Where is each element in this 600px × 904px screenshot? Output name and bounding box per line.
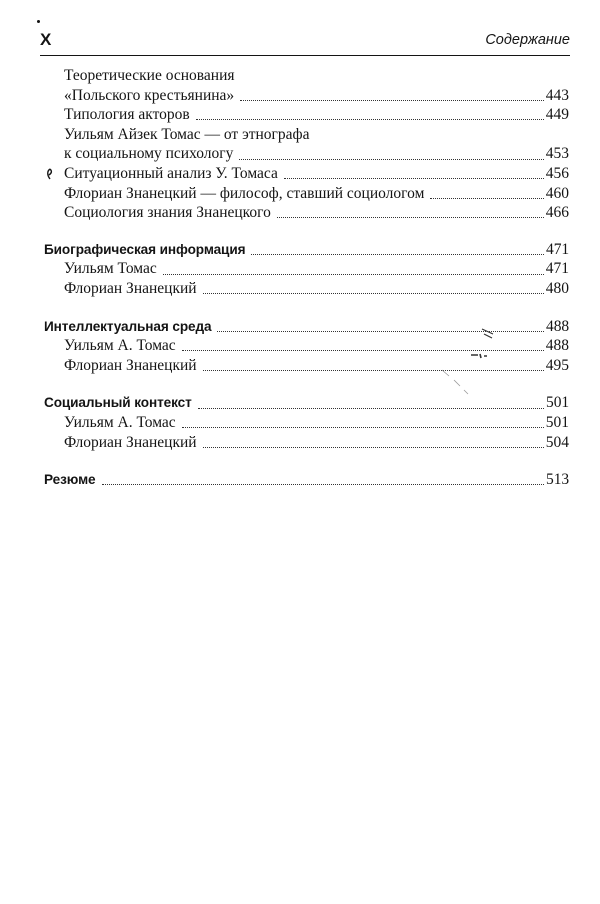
dot-leader	[163, 274, 544, 275]
dot-leader	[430, 198, 543, 199]
toc-page-number: 456	[545, 164, 569, 182]
toc-section-heading	[44, 470, 569, 490]
header-rule	[40, 55, 570, 56]
dot-leader	[102, 484, 545, 485]
toc-entry	[44, 184, 569, 204]
scan-speck	[37, 20, 40, 23]
toc-section-title: Резюме	[44, 472, 96, 488]
toc-entry	[44, 144, 569, 164]
toc-entry	[44, 433, 569, 453]
toc-entry	[44, 86, 569, 106]
toc-page-number: 480	[545, 279, 569, 297]
toc-page-number: 488	[545, 337, 569, 355]
toc-entry-title: Уильям А. Томас	[64, 413, 176, 431]
toc-entry-title: Уильям А. Томас	[64, 337, 176, 355]
dot-leader	[182, 427, 544, 428]
toc-entry	[44, 203, 569, 223]
toc-page-number: 443	[545, 86, 569, 104]
toc-page-number: 513	[546, 471, 569, 489]
toc-section-heading	[44, 393, 569, 413]
toc-page-number: 504	[545, 433, 569, 451]
toc-entry-line	[44, 125, 569, 145]
scan-smudge-icon	[440, 368, 470, 396]
pen-mark-icon	[46, 168, 54, 180]
dot-leader	[203, 370, 544, 371]
toc-section-title: Биографическая информация	[44, 241, 246, 257]
toc-page-number: 495	[545, 356, 569, 374]
toc-entry-title: Социология знания Знанецкого	[64, 204, 271, 222]
toc-section-heading	[44, 240, 569, 260]
dot-leader	[239, 159, 543, 160]
running-head	[40, 30, 570, 56]
toc-entry-title: Флориан Знанецкий — философ, ставший социологом	[64, 184, 425, 202]
toc-section-title: Интеллектуальная среда	[44, 318, 212, 334]
toc-entry-title: Типология акторов	[64, 106, 190, 124]
dot-leader	[196, 119, 544, 120]
toc-entry-title: Теоретические основания	[64, 67, 235, 84]
toc-page-number: 466	[545, 204, 569, 222]
toc-page-number: 471	[546, 240, 569, 258]
toc-page-number: 449	[545, 106, 569, 124]
toc-entry	[44, 164, 569, 184]
toc-page-number: 501	[546, 394, 569, 412]
scan-smudge-icon	[480, 326, 496, 342]
toc-entry-title: Уильям Томас	[64, 260, 157, 278]
dot-leader	[182, 350, 544, 351]
dot-leader	[284, 178, 544, 179]
running-head-title: Содержание	[485, 32, 570, 48]
toc-entry	[44, 356, 569, 376]
toc-page-number: 501	[545, 413, 569, 431]
toc-entry	[44, 259, 569, 279]
dot-leader	[277, 217, 544, 218]
toc-entry-title: Ситуационный анализ У. Томаса	[64, 164, 278, 182]
toc-entry	[44, 279, 569, 299]
toc-page-number: 488	[546, 317, 569, 335]
toc-section-title: Социальный контекст	[44, 395, 192, 411]
page-folio: X	[40, 30, 52, 49]
toc-entry-line	[44, 66, 569, 86]
dot-leader	[251, 254, 544, 255]
scan-smudge-icon	[470, 352, 488, 360]
dot-leader	[198, 408, 544, 409]
toc-page-number: 471	[545, 260, 569, 278]
dot-leader	[240, 100, 544, 101]
toc-entry	[44, 413, 569, 433]
table-of-contents	[44, 66, 569, 490]
toc-entry-title: Флориан Знанецкий	[64, 433, 197, 451]
toc-entry-title: Флориан Знанецкий	[64, 279, 197, 297]
toc-entry	[44, 105, 569, 125]
dot-leader	[203, 447, 544, 448]
toc-entry-title: «Польского крестьянина»	[64, 86, 235, 104]
toc-entry-title: Уильям Айзек Томас — от этнографа	[64, 125, 310, 143]
toc-entry-title: к социальному психологу	[64, 145, 234, 163]
toc-page-number: 453	[545, 145, 569, 163]
toc-page-number: 460	[545, 184, 569, 202]
toc-entry-title: Флориан Знанецкий	[64, 356, 197, 374]
dot-leader	[203, 293, 544, 294]
